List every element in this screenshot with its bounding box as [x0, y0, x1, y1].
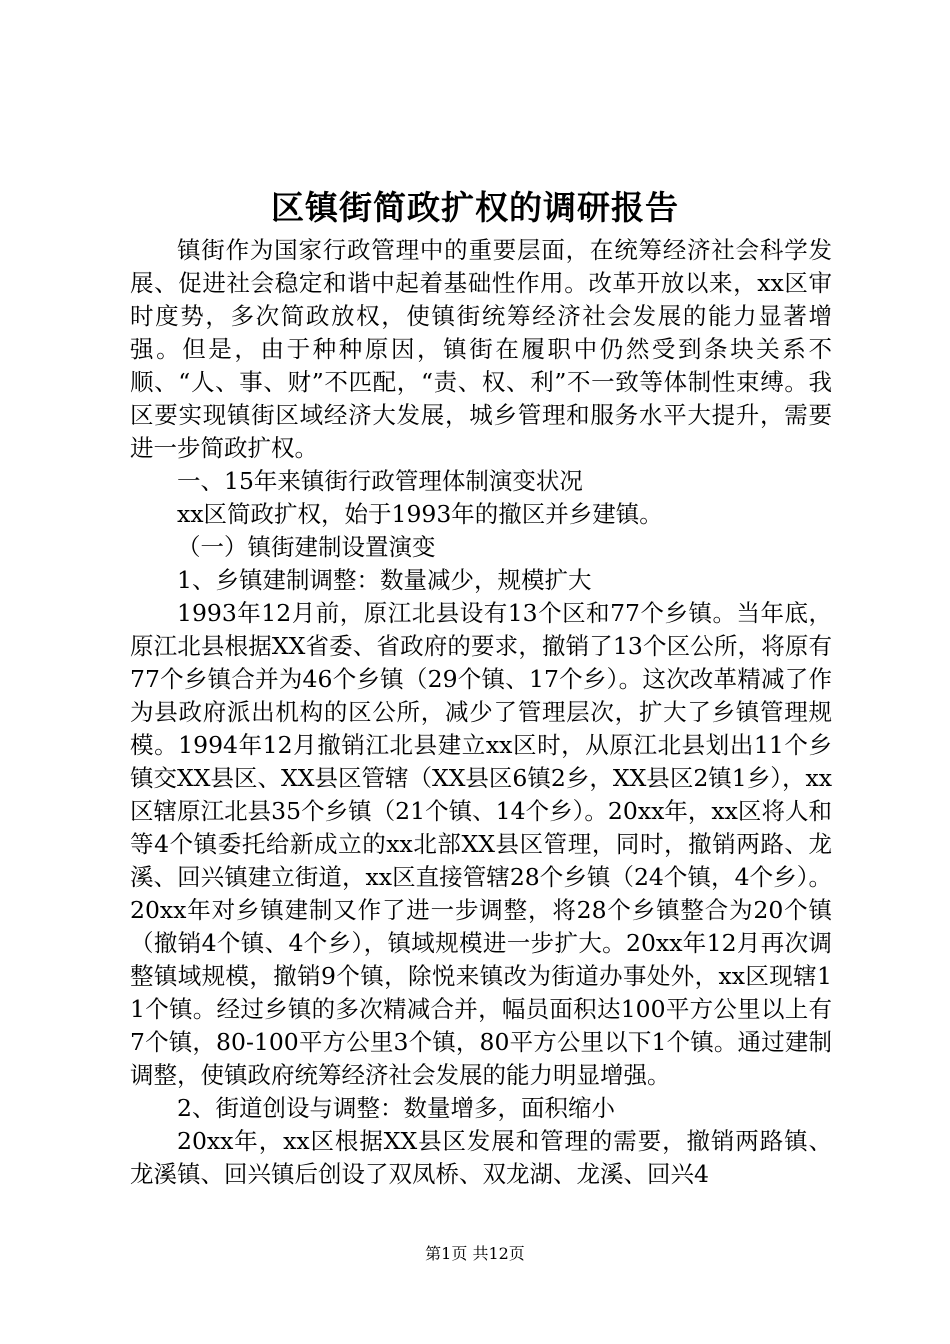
paragraph-township-history: 1993年12月前，原江北县设有13个区和77个乡镇。当年底，原江北县根据XX省委、省政府的要求，撤销了13个区公所，将原有77个乡镇合并为46个乡镇（29个镇、17个乡）。这次改革精减了作为县政府派出机构的区公所，减少了管理层次，扩大了乡镇管理规模。1994年12月撤销江北县建立xx区时，从原江北县划出11个乡镇交XX县区、XX县区管辖（XX县区6镇2乡，XX县区2镇1乡），xx区辖原江北县35个乡镇（21个镇、14个乡）。20xx年，xx区将人和等4个镇委托给新成立的xx北部XX县区管理，同时，撤销两路、龙溪、回兴镇建立街道，xx区直接管辖28个乡镇（24个镇，4个乡）。20xx年对乡镇建制又作了进一步调整，将28个乡镇整合为20个镇（撤销4个镇、4个乡），镇域规模进一步扩大。20xx年12月再次调整镇域规模，撤销9个镇，除悦来镇改为街道办事处外，xx区现辖11个镇。经过乡镇的多次精减合并，幅员面积达100平方公里以上有7个镇，80-100平方公里3个镇，80平方公里以下1个镇。通过建制调整，使镇政府统筹经济社会发展的能力明显增强。 — [130, 599, 832, 1089]
paragraph-intro: 镇街作为国家行政管理中的重要层面，在统筹经济社会科学发展、促进社会稳定和谐中起着基础性作用。改革开放以来，xx区审时度势，多次简政放权，使镇街统筹经济社会发展的能力显著增强。但是，由于种种原因，镇街在履职中仍然受到条块关系不顺、“人、事、财”不匹配，“责、权、利”不一致等体制性束缚。我区要实现镇街区域经济大发展，城乡管理和服务水平大提升，需要进一步简政扩权。 — [130, 236, 832, 462]
section-heading-1: 一、15年来镇街行政管理体制演变状况 — [177, 467, 583, 495]
document-title: 区镇街简政扩权的调研报告 — [271, 188, 679, 227]
paragraph-origin: xx区简政扩权，始于1993年的撤区并乡建镇。 — [177, 500, 663, 528]
item-heading-1: 1、乡镇建制调整：数量减少，规模扩大 — [177, 566, 592, 594]
page-footer: 第1页 共12页 — [425, 1244, 525, 1263]
document-body — [130, 234, 832, 1191]
paragraph-street-creation: 20xx年，xx区根据XX县区发展和管理的需要，撤销两路镇、龙溪镇、回兴镇后创设了双凤桥、双龙湖、龙溪、回兴4 — [130, 1127, 832, 1188]
subsection-heading-1: （一）镇街建制设置演变 — [177, 533, 436, 561]
item-heading-2: 2、街道创设与调整：数量增多，面积缩小 — [177, 1094, 615, 1122]
